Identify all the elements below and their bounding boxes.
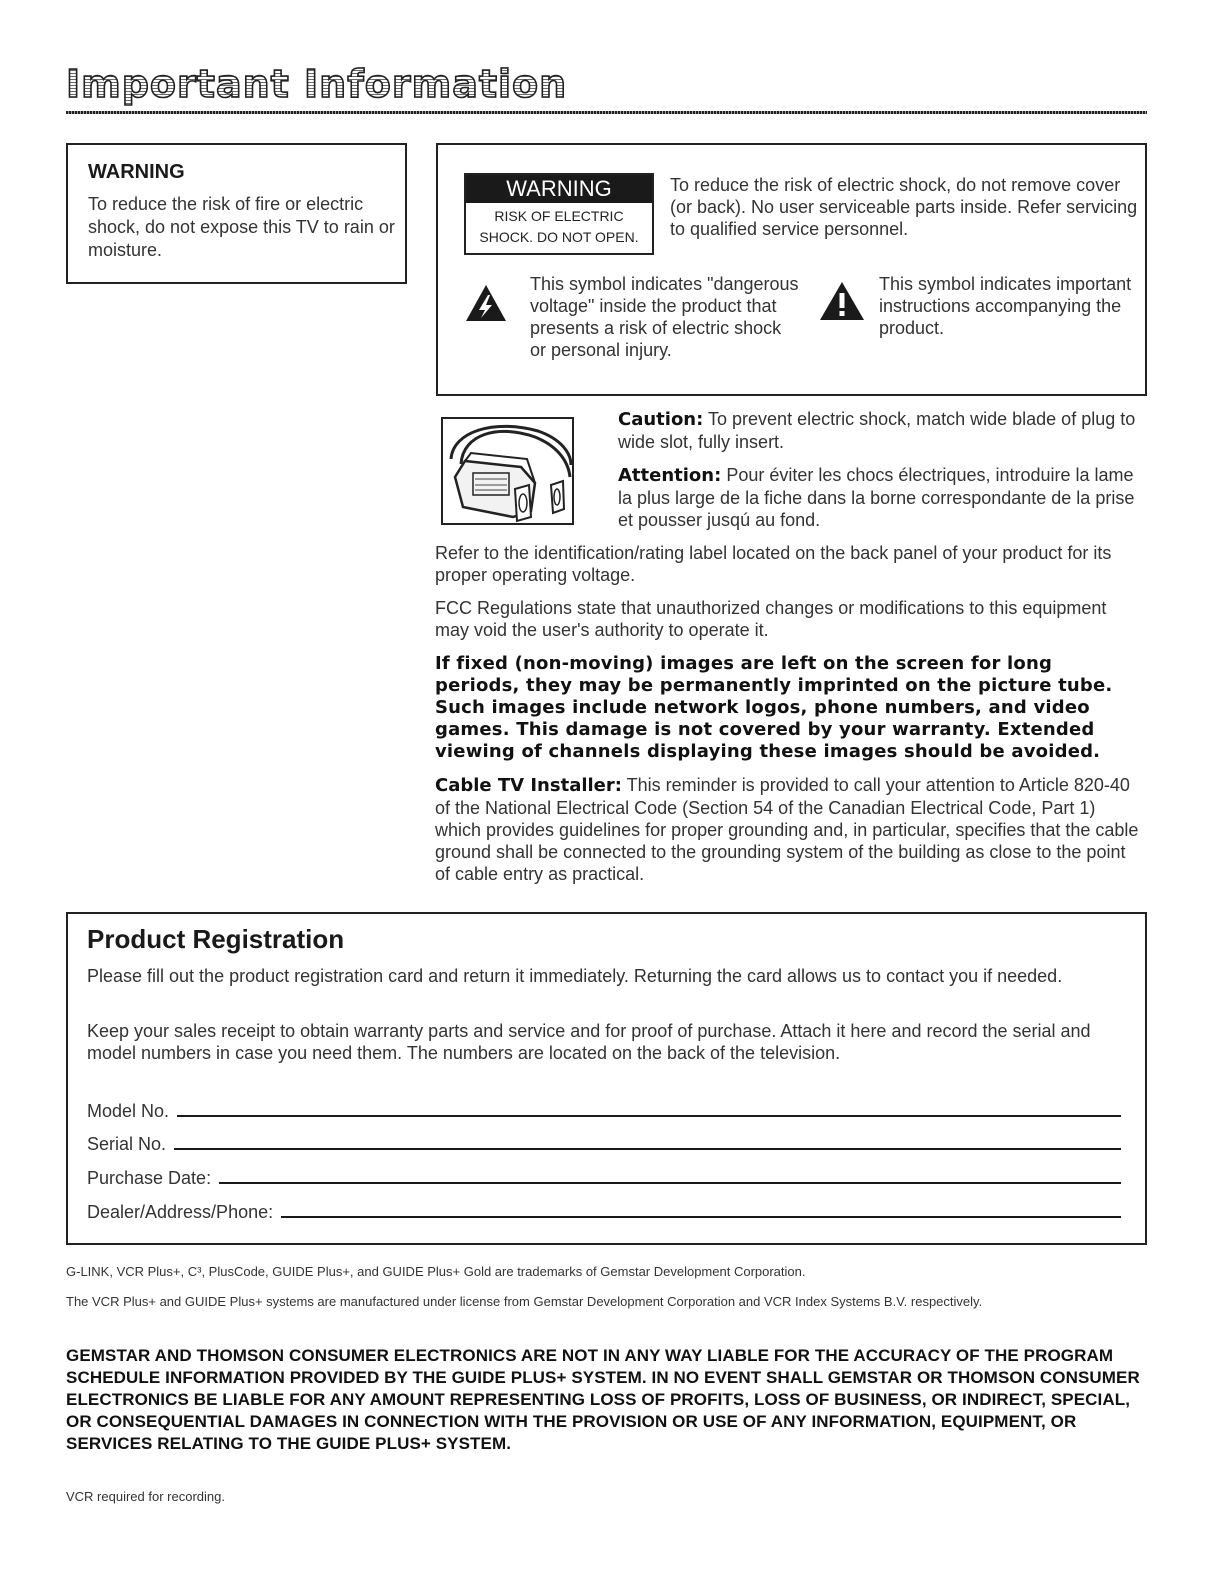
cable-text: This reminder is provided to call your attention to Article 820-40 of the National Electrical Code (Section 54 of the Canadian Electrical Code, Part 1) which provides guidelines for proper grounding and, in particular, specifies that the cable ground shall be connected to the grounding system of the building as close to the point of cable entry as practical. bbox=[435, 775, 1139, 884]
registration-title: Product Registration bbox=[87, 924, 345, 954]
trademark-notice: G-LINK, VCR Plus+, C³, PlusCode, GUIDE Plus+, and GUIDE Plus+ Gold are trademarks of Gemstar Development Corporation. bbox=[66, 1264, 806, 1279]
registration-para-1: Please fill out the product registration card and return it immediately. Returning the card allows us to contact you if needed. bbox=[87, 966, 1063, 986]
lightning-triangle-icon bbox=[464, 283, 508, 323]
vcr-note: VCR required for recording. bbox=[66, 1489, 225, 1504]
serial-number-label: Serial No. bbox=[87, 1134, 167, 1154]
warning-label-line: RISK OF ELECTRIC bbox=[494, 208, 624, 224]
caution-lead: Caution: bbox=[618, 409, 704, 430]
warning-heading: WARNING bbox=[88, 161, 185, 183]
serial-number-line[interactable] bbox=[174, 1148, 1121, 1150]
liability-disclaimer: GEMSTAR AND THOMSON CONSUMER ELECTRONICS ARE NOT IN ANY WAY LIABLE FOR THE ACCURACY OF THE PROGRAM SCHEDULE INFORMATION PROVIDED BY THE GUIDE PLUS+ SYSTEM. IN NO EVENT SHALL GEMSTAR OR THOMSON CONSUMER ELECTRONICS BE LIABLE FOR ANY AMOUNT REPRESENTING LOSS OF PROFITS, LOSS OF BUSINESS, OR INDIRECT, SPECIAL, OR CONSEQUENTIAL DAMAGES IN CONNECTION WITH THE PROVISION OR USE OF ANY INFORMATION, EQUIPMENT, OR SERVICES RELATING TO THE GUIDE PLUS+ SYSTEM. bbox=[66, 1346, 1140, 1453]
purchase-date-field[interactable] bbox=[87, 1165, 1121, 1189]
license-notice: The VCR Plus+ and GUIDE Plus+ systems are manufactured under license from Gemstar Development Corporation and VCR Index Systems B.V. respectively. bbox=[66, 1294, 983, 1309]
shock-risk-text: To reduce the risk of electric shock, do not remove cover (or back). No user serviceable parts inside. Refer servicing to qualified service personnel. bbox=[670, 175, 1138, 239]
warning-label-body bbox=[466, 203, 652, 248]
page-title: Important Information bbox=[66, 62, 568, 106]
caution-paragraph bbox=[618, 408, 1143, 453]
registration-para-2: Keep your sales receipt to obtain warranty parts and service and for proof of purchase. Attach it here and record the serial and model numbers in case you need them. The numbers are located on the back of the television. bbox=[87, 1021, 1091, 1063]
dealer-field[interactable] bbox=[87, 1199, 1121, 1223]
product-registration-box bbox=[66, 912, 1147, 1245]
exclamation-triangle-icon bbox=[818, 280, 866, 322]
model-number-line[interactable] bbox=[177, 1115, 1121, 1117]
cable-installer-note bbox=[435, 774, 1140, 885]
title-rule bbox=[66, 111, 1147, 114]
voltage-symbol-text: This symbol indicates "dangerous voltage" inside the product that presents a risk of electric shock or personal injury. bbox=[530, 274, 799, 360]
burn-in-warning: If fixed (non-moving) images are left on the screen for long periods, they may be permanently imprinted on the picture tube. Such images include network logos, phone numbers, and video games. This damage is not covered by your warranty. Extended viewing of channels displaying these images should be avoided. bbox=[435, 653, 1113, 762]
dealer-label: Dealer/Address/Phone: bbox=[87, 1202, 274, 1222]
model-number-field[interactable] bbox=[87, 1098, 1121, 1122]
warning-box-electric-shock bbox=[436, 143, 1147, 396]
rating-label-note: Refer to the identification/rating label located on the back panel of your product for its proper operating voltage. bbox=[435, 543, 1112, 585]
polarized-plug-illustration bbox=[441, 417, 574, 525]
warning-label bbox=[464, 173, 654, 255]
attention-paragraph bbox=[618, 464, 1145, 531]
warning-box-moisture bbox=[66, 143, 407, 284]
attention-text: Pour éviter les chocs électriques, introduire la lame la plus large de la fiche dans la borne correspondante de la prise et pousser jusqú au fond. bbox=[618, 465, 1135, 530]
attention-lead: Attention: bbox=[618, 465, 722, 486]
serial-number-field[interactable] bbox=[87, 1131, 1121, 1155]
dealer-line[interactable] bbox=[281, 1216, 1121, 1218]
plug-drawing bbox=[443, 419, 572, 523]
instructions-symbol-text: This symbol indicates important instructions accompanying the product. bbox=[879, 274, 1132, 338]
purchase-date-line[interactable] bbox=[219, 1182, 1121, 1184]
caution-text: To prevent electric shock, match wide blade of plug to wide slot, fully insert. bbox=[618, 409, 1136, 452]
warning-text: To reduce the risk of fire or electric shock, do not expose this TV to rain or moisture. bbox=[88, 194, 395, 260]
warning-label-heading: WARNING bbox=[466, 175, 652, 203]
warning-label-line: SHOCK. DO NOT OPEN. bbox=[479, 229, 639, 245]
cable-lead: Cable TV Installer: bbox=[435, 775, 622, 796]
model-number-label: Model No. bbox=[87, 1101, 170, 1121]
fcc-note: FCC Regulations state that unauthorized changes or modifications to this equipment may void the user's authority to operate it. bbox=[435, 598, 1107, 640]
purchase-date-label: Purchase Date: bbox=[87, 1168, 212, 1188]
